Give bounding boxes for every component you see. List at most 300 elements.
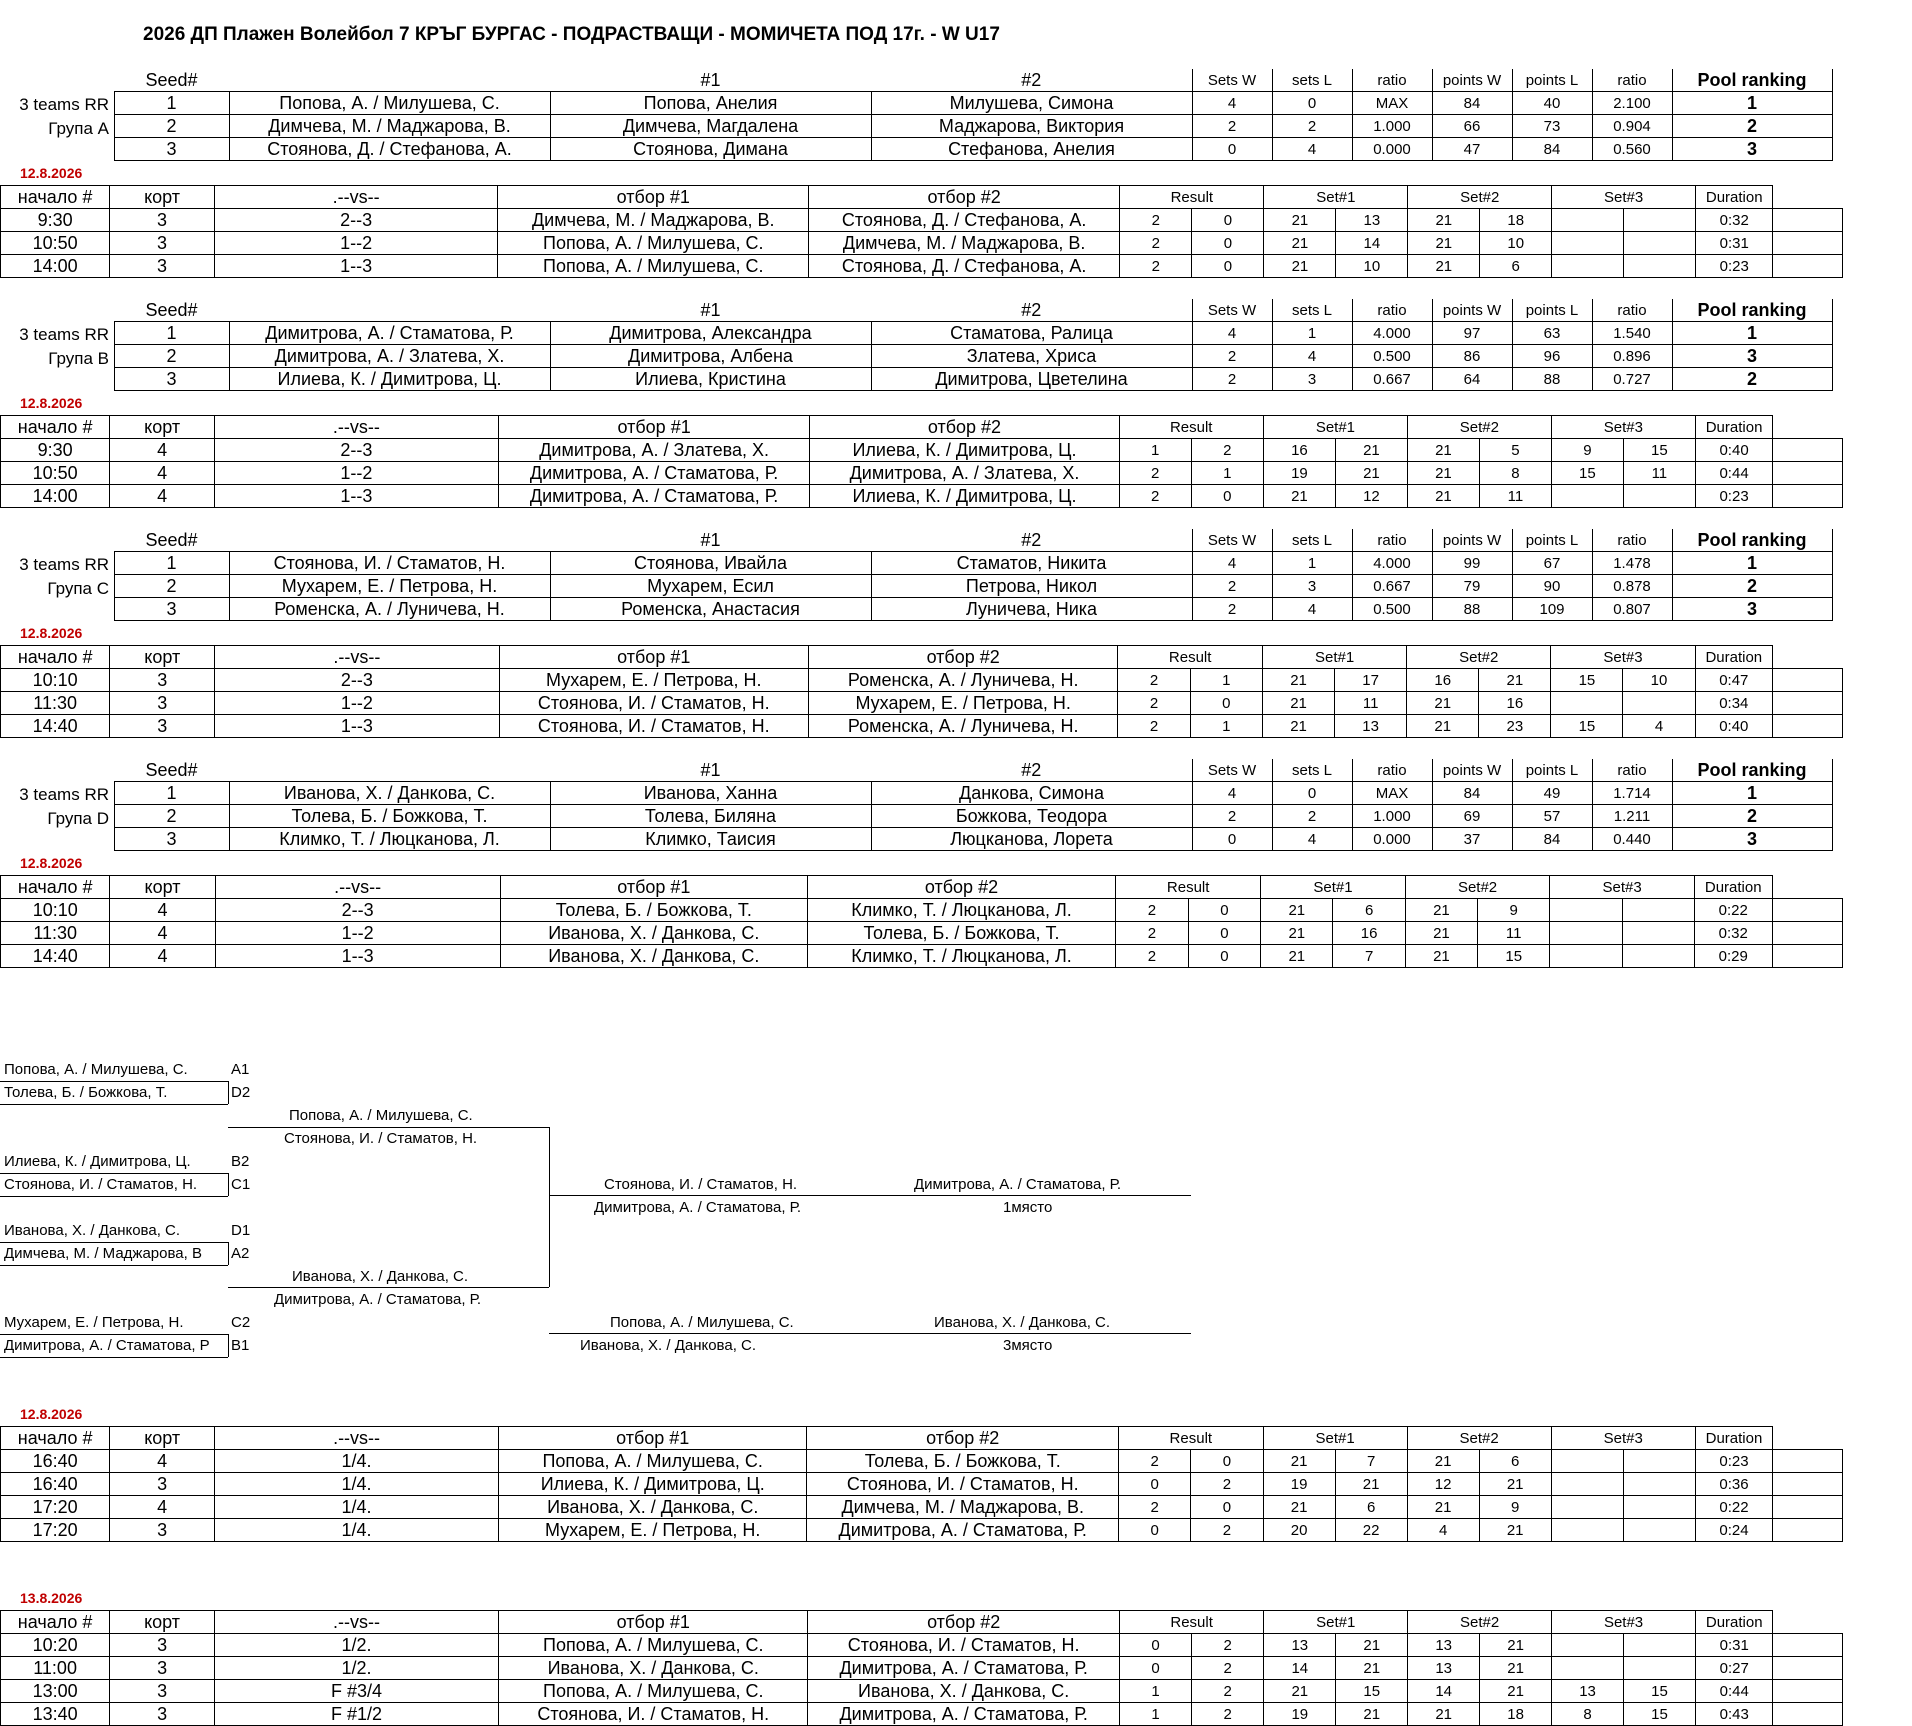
bracket-place-label: 1място (1003, 1199, 1053, 1216)
set1-team2: 21 (1335, 439, 1407, 462)
header-set1: Set#1 (1261, 876, 1406, 899)
match-row (1, 945, 1912, 968)
match-court: 4 (110, 945, 215, 968)
header-set2: Set#2 (1407, 1427, 1551, 1450)
team-row (0, 828, 1832, 851)
match-duration: 0:32 (1694, 922, 1772, 945)
pool-label (4, 93, 109, 141)
pool-rank: 1 (1672, 322, 1832, 345)
blank-cell (1773, 1657, 1843, 1680)
match-row (1, 1496, 1912, 1519)
match-vs: 1--3 (214, 255, 498, 278)
result-team1: 2 (1119, 1450, 1191, 1473)
set2-team1: 21 (1405, 922, 1477, 945)
points-lost: 57 (1512, 805, 1592, 828)
header-set3: Set#3 (1552, 1611, 1696, 1634)
bracket-team: Попова, А. / Милушева, С. (4, 1061, 188, 1078)
team-name: Димитрова, А. / Златева, Х. (229, 345, 550, 368)
header-set1: Set#1 (1264, 186, 1408, 209)
header-team2: отбор #2 (810, 416, 1119, 439)
match-team1: Стоянова, И. / Стаматов, Н. (499, 692, 809, 715)
blank-cell (1773, 669, 1843, 692)
bracket-line (0, 1081, 228, 1082)
match-court: 3 (110, 1657, 215, 1680)
result-team1: 2 (1120, 209, 1192, 232)
sets-lost: 3 (1272, 575, 1352, 598)
header-seed: Seed# (145, 529, 198, 550)
set1-team1: 20 (1263, 1519, 1335, 1542)
bracket-seed: A1 (231, 1061, 250, 1078)
team-row (0, 345, 1832, 368)
sets-lost: 0 (1272, 782, 1352, 805)
header-start: начало # (1, 186, 110, 209)
player1-name: Стоянова, Ивайла (550, 552, 871, 575)
pool-rank: 1 (1672, 782, 1832, 805)
header-set1: Set#1 (1263, 416, 1407, 439)
result-team2: 2 (1191, 1519, 1263, 1542)
bracket-seed: D1 (231, 1222, 251, 1239)
team-row (0, 368, 1832, 391)
match-row (1, 1703, 1912, 1726)
bracket-line (0, 1265, 228, 1266)
pool-rank: 2 (1672, 368, 1832, 391)
set3-team2: 10 (1623, 669, 1695, 692)
result-team2: 0 (1188, 899, 1261, 922)
match-start-time: 17:20 (1, 1496, 110, 1519)
bracket-line (228, 1173, 229, 1196)
header-player2: #2 (1021, 759, 1042, 780)
result-team1: 2 (1119, 485, 1191, 508)
sets-lost: 4 (1272, 345, 1352, 368)
match-team1: Стоянова, И. / Стаматов, Н. (499, 1703, 808, 1726)
sets-ratio: MAX (1352, 782, 1432, 805)
bracket-line (549, 1333, 1191, 1334)
bracket-line (549, 1195, 1191, 1196)
match-team2: Мухарем, Е. / Петрова, Н. (809, 692, 1118, 715)
bracket-team: Иванова, Х. / Данкова, С. (4, 1222, 181, 1239)
bracket-seed: B1 (231, 1337, 250, 1354)
set3-team2 (1622, 899, 1694, 922)
player2-name: Стефанова, Анелия (871, 138, 1192, 161)
match-vs: 1--3 (215, 715, 499, 738)
header-stat: ratio (1352, 299, 1432, 322)
bracket-line (549, 1127, 550, 1287)
sets-won: 0 (1192, 138, 1272, 161)
team-name: Роменска, А. / Луничева, Н. (229, 598, 550, 621)
pool-schedule-table (0, 645, 1912, 738)
header-seed: Seed# (145, 759, 198, 780)
sets-won: 4 (1192, 322, 1272, 345)
team-row (0, 805, 1832, 828)
set2-team2: 21 (1480, 1680, 1552, 1703)
sets-won: 2 (1192, 345, 1272, 368)
team-row (0, 598, 1832, 621)
match-court: 3 (110, 232, 215, 255)
set2-team1: 21 (1407, 462, 1479, 485)
match-row (1, 922, 1912, 945)
blank-cell (1773, 439, 1843, 462)
blank-cell (1773, 1496, 1843, 1519)
match-row (1, 232, 1912, 255)
set2-team2: 18 (1480, 209, 1552, 232)
header-stat: Sets W (1192, 69, 1272, 92)
match-team1: Иванова, Х. / Данкова, С. (500, 922, 807, 945)
match-court: 3 (110, 209, 215, 232)
blank-cell (1772, 945, 1842, 968)
header-duration: Duration (1695, 1611, 1772, 1634)
result-team2: 0 (1191, 485, 1263, 508)
match-team2: Димчева, М. / Маджарова, В. (807, 1496, 1119, 1519)
match-team2: Стоянова, Д. / Стефанова, А. (809, 255, 1120, 278)
match-vs: 1/4. (215, 1450, 499, 1473)
match-team2: Илиева, К. / Димитрова, Ц. (810, 485, 1119, 508)
set3-team2 (1623, 485, 1695, 508)
player1-name: Климко, Таисия (550, 828, 871, 851)
set2-team2: 6 (1479, 1450, 1551, 1473)
set1-team1: 21 (1264, 1680, 1336, 1703)
date-label: 12.8.2026 (20, 625, 83, 641)
header-court: корт (110, 876, 215, 899)
blank-cell (1773, 462, 1843, 485)
set2-team2: 15 (1478, 945, 1550, 968)
set2-team1: 21 (1407, 692, 1479, 715)
team-seed: 3 (114, 138, 229, 161)
blank-cell (1773, 1634, 1843, 1657)
set3-team2: 15 (1624, 1703, 1696, 1726)
header-set3: Set#3 (1552, 186, 1696, 209)
team-row (0, 575, 1832, 598)
match-start-time: 10:50 (1, 462, 110, 485)
player2-name: Стаматова, Ралица (871, 322, 1192, 345)
match-row (1, 485, 1912, 508)
set1-team1: 21 (1261, 945, 1333, 968)
set1-team1: 21 (1263, 692, 1335, 715)
header-set2: Set#2 (1405, 876, 1550, 899)
set3-team2 (1624, 1657, 1696, 1680)
set3-team2 (1624, 255, 1696, 278)
header-set2: Set#2 (1408, 186, 1552, 209)
team-name: Попова, А. / Милушева, С. (229, 92, 550, 115)
team-row (0, 552, 1832, 575)
match-vs: 2--3 (215, 899, 500, 922)
bracket-line (0, 1357, 228, 1358)
set2-team1: 21 (1407, 1496, 1479, 1519)
pool-standings-table (0, 69, 1833, 161)
match-court: 4 (110, 922, 215, 945)
set3-team2 (1623, 1519, 1695, 1542)
result-team2: 0 (1192, 209, 1264, 232)
match-court: 3 (110, 1634, 215, 1657)
match-vs: F #1/2 (214, 1703, 498, 1726)
match-vs: 1--2 (214, 232, 498, 255)
sets-lost: 4 (1272, 598, 1352, 621)
header-set3: Set#3 (1551, 1427, 1695, 1450)
header-player2: #2 (1021, 299, 1042, 320)
match-start-time: 14:00 (1, 485, 110, 508)
sets-won: 2 (1192, 575, 1272, 598)
set1-team2: 15 (1336, 1680, 1408, 1703)
blank-cell (1773, 485, 1843, 508)
match-team1: Толева, Б. / Божкова, Т. (500, 899, 807, 922)
player1-name: Попова, Анелия (550, 92, 871, 115)
set1-team1: 21 (1261, 899, 1333, 922)
match-row (1, 715, 1912, 738)
match-duration: 0:24 (1695, 1519, 1772, 1542)
points-won: 47 (1432, 138, 1512, 161)
set1-team1: 21 (1261, 922, 1333, 945)
set2-team2: 21 (1479, 1519, 1551, 1542)
points-lost: 84 (1512, 828, 1592, 851)
set2-team2: 5 (1479, 439, 1551, 462)
team-seed: 3 (114, 828, 229, 851)
match-team1: Иванова, Х. / Данкова, С. (499, 1657, 808, 1680)
match-start-time: 11:30 (1, 922, 110, 945)
date-label: 12.8.2026 (20, 165, 83, 181)
header-set2: Set#2 (1407, 646, 1551, 669)
set3-team2: 11 (1623, 462, 1695, 485)
match-team1: Димитрова, А. / Стаматова, Р. (498, 485, 810, 508)
header-stat: points W (1432, 759, 1512, 782)
sets-lost: 3 (1272, 368, 1352, 391)
bracket-line (228, 1081, 229, 1104)
bracket-final-team: Димитрова, А. / Стаматова, Р. (594, 1199, 801, 1216)
header-stat: Sets W (1192, 299, 1272, 322)
pool-format: 3 teams RR (19, 325, 109, 344)
playoff-schedule-table (0, 1426, 1912, 1542)
header-pool-ranking: Pool ranking (1672, 759, 1832, 782)
match-duration: 0:23 (1696, 255, 1773, 278)
bracket-team: Димчева, М. / Маджарова, В (4, 1245, 202, 1262)
player1-name: Толева, Биляна (550, 805, 871, 828)
team-name: Климко, Т. / Люцканова, Л. (229, 828, 550, 851)
match-start-time: 14:40 (1, 945, 110, 968)
pool-rank: 1 (1672, 92, 1832, 115)
set1-team2: 21 (1335, 1473, 1407, 1496)
match-row (1, 1657, 1912, 1680)
match-team1: Иванова, Х. / Данкова, С. (500, 945, 807, 968)
set2-team2: 8 (1479, 462, 1551, 485)
set2-team1: 21 (1407, 715, 1479, 738)
set1-team1: 19 (1263, 1473, 1335, 1496)
team-seed: 3 (114, 368, 229, 391)
set1-team1: 16 (1263, 439, 1335, 462)
match-court: 3 (110, 669, 215, 692)
player1-name: Димитрова, Александра (550, 322, 871, 345)
set3-team2 (1623, 1473, 1695, 1496)
match-start-time: 14:40 (1, 715, 110, 738)
header-stat: ratio (1352, 529, 1432, 552)
header-stat: ratio (1592, 299, 1672, 322)
header-result: Result (1116, 876, 1261, 899)
team-row (0, 782, 1832, 805)
header-set2: Set#2 (1408, 1611, 1552, 1634)
result-team1: 2 (1120, 232, 1192, 255)
match-duration: 0:47 (1695, 669, 1773, 692)
blank-cell (1773, 209, 1843, 232)
team-name: Димитрова, А. / Стаматова, Р. (229, 322, 550, 345)
match-vs: 1--2 (215, 462, 499, 485)
result-team2: 1 (1190, 669, 1262, 692)
result-team1: 2 (1118, 692, 1190, 715)
set2-team1: 21 (1407, 1450, 1479, 1473)
pool-group: Група C (47, 579, 109, 598)
sets-ratio: 4.000 (1352, 322, 1432, 345)
result-team1: 1 (1119, 439, 1191, 462)
blank-cell (229, 759, 550, 782)
team-seed: 1 (114, 782, 229, 805)
set3-team1 (1552, 255, 1624, 278)
match-team2: Климко, Т. / Люцканова, Л. (807, 899, 1115, 922)
result-team2: 2 (1192, 1634, 1264, 1657)
pool-group: Група B (48, 349, 109, 368)
match-court: 3 (110, 1519, 215, 1542)
header-stat: sets L (1272, 529, 1352, 552)
points-lost: 40 (1512, 92, 1592, 115)
set1-team1: 21 (1263, 715, 1335, 738)
header-team1: отбор #1 (498, 416, 810, 439)
header-stat: points L (1512, 529, 1592, 552)
result-team2: 2 (1192, 1703, 1264, 1726)
match-team2: Роменска, А. / Луничева, Н. (809, 669, 1118, 692)
result-team1: 2 (1116, 899, 1189, 922)
match-duration: 0:36 (1695, 1473, 1772, 1496)
sets-lost: 4 (1272, 138, 1352, 161)
set1-team2: 21 (1335, 462, 1407, 485)
set3-team1: 9 (1551, 439, 1623, 462)
match-row (1, 1450, 1912, 1473)
match-row (1, 209, 1912, 232)
match-team2: Стоянова, И. / Стаматов, Н. (808, 1634, 1120, 1657)
header-team2: отбор #2 (809, 186, 1120, 209)
header-duration: Duration (1696, 186, 1773, 209)
team-name: Стоянова, И. / Стаматов, Н. (229, 552, 550, 575)
sets-ratio: MAX (1352, 92, 1432, 115)
match-duration: 0:34 (1695, 692, 1773, 715)
pool-group: Група D (47, 809, 109, 828)
match-start-time: 14:00 (1, 255, 110, 278)
set1-team1: 21 (1264, 209, 1336, 232)
points-lost: 84 (1512, 138, 1592, 161)
match-duration: 0:40 (1695, 439, 1772, 462)
pool-standings-table (0, 529, 1833, 621)
sets-won: 0 (1192, 828, 1272, 851)
points-ratio: 1.211 (1592, 805, 1672, 828)
result-team2: 1 (1191, 462, 1263, 485)
match-duration: 0:40 (1695, 715, 1773, 738)
blank-cell (1773, 1703, 1843, 1726)
result-team2: 2 (1192, 1680, 1264, 1703)
bracket-final-winner: Димитрова, А. / Стаматова, Р. (914, 1176, 1121, 1193)
match-team2: Димитрова, А. / Стаматова, Р. (807, 1519, 1119, 1542)
match-row (1, 669, 1912, 692)
set3-team1 (1550, 945, 1622, 968)
set2-team2: 21 (1480, 1657, 1552, 1680)
sets-won: 2 (1192, 115, 1272, 138)
set2-team2: 23 (1479, 715, 1551, 738)
set3-team1 (1551, 1473, 1623, 1496)
points-ratio: 0.878 (1592, 575, 1672, 598)
bracket-seed: C1 (231, 1176, 251, 1193)
set2-team2: 21 (1480, 1634, 1552, 1657)
points-won: 84 (1432, 92, 1512, 115)
header-court: корт (110, 646, 215, 669)
set2-team1: 12 (1407, 1473, 1479, 1496)
points-ratio: 0.896 (1592, 345, 1672, 368)
set2-team1: 21 (1407, 439, 1479, 462)
set1-team2: 22 (1335, 1519, 1407, 1542)
match-row (1, 439, 1912, 462)
blank-cell (1773, 232, 1843, 255)
pool-format: 3 teams RR (19, 785, 109, 804)
pool-rank: 3 (1672, 598, 1832, 621)
header-vs: .--vs-- (215, 1427, 499, 1450)
sets-ratio: 0.000 (1352, 828, 1432, 851)
points-won: 64 (1432, 368, 1512, 391)
header-team1: отбор #1 (499, 1611, 808, 1634)
match-start-time: 11:00 (1, 1657, 110, 1680)
match-row (1, 1680, 1912, 1703)
sets-won: 2 (1192, 805, 1272, 828)
team-seed: 1 (114, 552, 229, 575)
pool-group: Група A (48, 119, 109, 138)
player2-name: Димитрова, Цветелина (871, 368, 1192, 391)
bracket-line (0, 1196, 228, 1197)
set3-team1 (1552, 1634, 1624, 1657)
set1-team1: 21 (1263, 485, 1335, 508)
bracket-team: Толева, Б. / Божкова, Т. (4, 1084, 168, 1101)
points-won: 97 (1432, 322, 1512, 345)
set2-team2: 9 (1478, 899, 1550, 922)
points-won: 99 (1432, 552, 1512, 575)
match-start-time: 13:00 (1, 1680, 110, 1703)
set1-team2: 12 (1335, 485, 1407, 508)
match-team1: Димитрова, А. / Стаматова, Р. (498, 462, 810, 485)
result-team1: 2 (1119, 1496, 1191, 1519)
header-player1: #1 (700, 69, 721, 90)
sets-lost: 4 (1272, 828, 1352, 851)
team-name: Иванова, Х. / Данкова, С. (229, 782, 550, 805)
sets-won: 2 (1192, 368, 1272, 391)
result-team1: 2 (1118, 669, 1190, 692)
header-start: начало # (1, 646, 110, 669)
header-start: начало # (1, 1611, 110, 1634)
match-team2: Димитрова, А. / Стаматова, Р. (808, 1703, 1120, 1726)
set2-team1: 21 (1405, 899, 1477, 922)
team-seed: 2 (114, 345, 229, 368)
player2-name: Милушева, Симона (871, 92, 1192, 115)
player1-name: Димитрова, Албена (550, 345, 871, 368)
points-ratio: 0.727 (1592, 368, 1672, 391)
sets-lost: 1 (1272, 322, 1352, 345)
bracket-third-team: Иванова, Х. / Данкова, С. (580, 1337, 757, 1354)
match-court: 4 (110, 1496, 215, 1519)
bracket-team: Димитрова, А. / Стаматова, Р (4, 1337, 210, 1354)
match-team2: Толева, Б. / Божкова, Т. (807, 1450, 1119, 1473)
team-seed: 2 (114, 575, 229, 598)
result-team1: 2 (1116, 945, 1189, 968)
set2-team1: 21 (1408, 255, 1480, 278)
header-player2: #2 (1021, 69, 1042, 90)
pool-rank: 2 (1672, 575, 1832, 598)
set3-team1 (1551, 692, 1623, 715)
set2-team1: 21 (1408, 209, 1480, 232)
blank-cell (1772, 922, 1842, 945)
match-row (1, 1473, 1912, 1496)
header-court: корт (110, 186, 215, 209)
match-vs: 2--3 (214, 209, 498, 232)
match-team2: Димитрова, А. / Златева, Х. (810, 462, 1119, 485)
header-result: Result (1119, 1611, 1263, 1634)
